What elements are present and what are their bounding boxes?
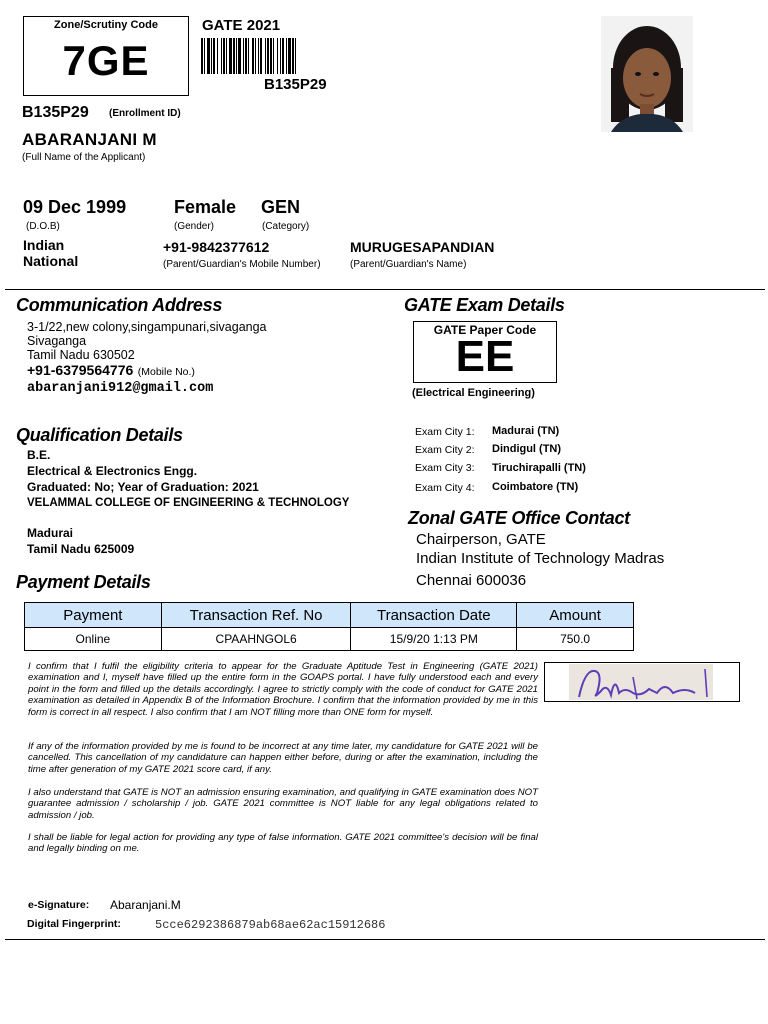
transaction-date-col-header: Transaction Date [351,603,517,628]
declaration-p2: If any of the information provided by me is found to be incorrect at any time later, my candidature for GATE 2021 will be cancelled. This cancellation of my candidature can happen either before, during or after the examination, including the time after generation of my GATE 2021 score card, if any. [28,741,538,775]
enrollment-id: B135P29 [22,104,89,121]
qualification-heading: Qualification Details [16,425,183,445]
payment-col-header: Payment [25,603,162,628]
college-city: Madurai [27,526,74,540]
divider-bottom [5,939,765,940]
paper-name: (Electrical Engineering) [412,387,535,399]
payment-heading: Payment Details [16,572,151,592]
declaration-p1: I confirm that I fulfil the eligibility criteria to appear for the Graduate Aptitude Test in Engineering (GATE 2021) examination and I, myself have filled up the entire form in the GOAPS portal. I have fully understood each and every point in the form and filled up the details accordingly. I agree to strictly comply with the code of conduct for GATE 2021 examination as detailed in Appendix B of the Information Brochure. I confirm that the information provided by me in this form is correct in all respect. I also confirm that I am NOT filling more than ONE form for myself. [28,661,538,718]
gender: Female [174,197,237,217]
parent-mobile-label: (Parent/Guardian's Mobile Number) [163,259,321,270]
exam-heading: GATE Exam Details [404,295,565,315]
table-row [25,628,634,651]
zonal-heading: Zonal GATE Office Contact [408,508,630,528]
mobile-row [27,362,195,380]
signature-image [545,663,739,701]
exam-city-3-label: Exam City 3: [415,462,475,474]
paper-code-label: GATE Paper Code [433,323,537,337]
signature-box [544,662,740,702]
mobile-label: (Mobile No.) [137,366,195,378]
exam-city-3: Tiruchirapalli (TN) [492,462,586,474]
zone-code: 7GE [62,37,150,84]
payment-header-row [25,603,634,628]
paper-code: EE [455,332,515,381]
gender-label: (Gender) [174,221,215,232]
degree: B.E. [27,448,51,462]
payment-table [24,602,634,651]
transaction-ref-col-header: Transaction Ref. No [161,603,351,628]
transaction-ref-cell: CPAAHNGOL6 [161,628,351,651]
amount-cell: 750.0 [517,628,634,651]
email: abaranjani912@gmail.com [27,381,214,396]
category: GEN [261,197,301,217]
declaration-p4: I shall be liable for legal action for providing any type of false information. GATE 2021 committee's decision will be final and legally binding on me. [28,832,538,855]
dob: 09 Dec 1999 [23,197,127,217]
zonal-line3: Chennai 600036 [416,572,527,589]
branch: Electrical & Electronics Engg. [27,464,198,478]
exam-title: GATE 2021 [202,17,281,34]
parent-name: MURUGESAPANDIAN [350,239,495,255]
nationality-line2: National [23,253,79,269]
mobile-number: +91-6379564776 [27,362,134,378]
esignature-value: Abaranjani.M [110,898,181,912]
zonal-line1: Chairperson, GATE [416,531,546,548]
nationality-line1: Indian [23,237,65,253]
amount-col-header: Amount [517,603,634,628]
applicant-name: ABARANJANI M [22,130,157,149]
communication-heading: Communication Address [16,295,223,315]
address-line2: Sivaganga [27,334,87,348]
barcode [201,38,381,74]
category-label: (Category) [262,221,310,232]
esignature-label: e-Signature: [28,899,90,911]
graduation-status: Graduated: No; Year of Graduation: 2021 [27,480,259,494]
fingerprint-label: Digital Fingerprint: [27,918,121,930]
parent-name-label: (Parent/Guardian's Name) [350,259,467,270]
exam-city-1: Madurai (TN) [492,425,560,437]
enrollment-label: (Enrollment ID) [109,108,181,119]
zone-code-box [23,16,189,96]
exam-city-4-label: Exam City 4: [415,482,475,494]
applicant-photo [601,16,693,132]
address-line1: 3-1/22,new colony,singampunari,sivaganga [27,320,267,334]
paper-code-box [413,321,557,383]
declaration-p3: I also understand that GATE is NOT an admission ensuring examination, and qualifying in GATE examination does NOT guarantee admission / scholarship / job. GATE 2021 committee is NOT liable for any legal obligations related to admission / job. [28,787,538,821]
transaction-date-cell: 15/9/20 1:13 PM [351,628,517,651]
payment-mode-cell: Online [25,628,162,651]
college-state: Tamil Nadu 625009 [27,542,135,556]
barcode-text: B135P29 [264,76,327,93]
fingerprint-value: 5cce6292386879ab68ae62ac15912686 [155,918,386,932]
address-line3: Tamil Nadu 630502 [27,348,135,362]
exam-city-2-label: Exam City 2: [415,444,475,456]
applicant-name-label: (Full Name of the Applicant) [22,152,146,163]
zonal-line2: Indian Institute of Technology Madras [416,550,665,567]
exam-city-4: Coimbatore (TN) [492,481,579,493]
college-name: VELAMMAL COLLEGE OF ENGINEERING & TECHNOLOGY [27,497,350,509]
exam-city-1-label: Exam City 1: [415,426,475,438]
exam-city-2: Dindigul (TN) [492,443,562,455]
divider-top [5,289,765,290]
parent-mobile: +91-9842377612 [163,239,270,255]
zone-code-label: Zone/Scrutiny Code [54,19,158,31]
dob-label: (D.O.B) [26,221,60,232]
